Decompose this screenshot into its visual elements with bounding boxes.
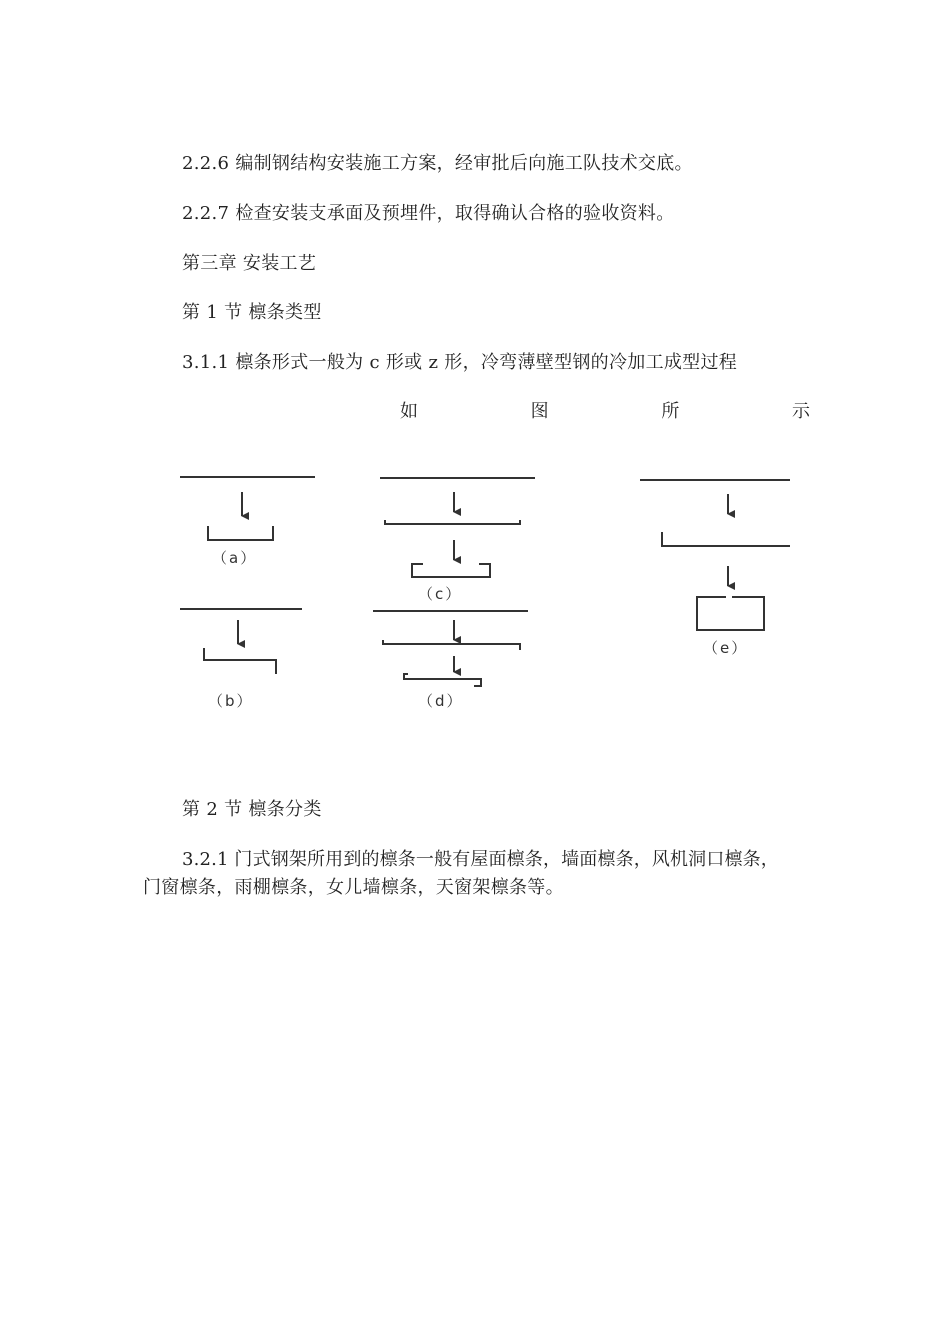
- chapter-heading: 第三章 安装工艺: [182, 253, 317, 274]
- paragraph-3-1-1: 3.1.1 檩条形式一般为 c 形或 z 形，冷弯薄壁型钢的冷加工成型过程: [182, 352, 738, 373]
- profile-e-group: [640, 480, 790, 630]
- profile-d-group: [373, 611, 528, 686]
- profile-a-channel: [208, 526, 273, 540]
- profile-a-group: [180, 477, 315, 540]
- spread-char: 示: [791, 401, 810, 422]
- paragraph-2-2-6: 2.2.6 编制钢结构安装施工方案，经审批后向施工队技术交底。: [182, 153, 693, 174]
- spread-char: 所: [661, 401, 680, 422]
- profile-c-group: [380, 478, 535, 577]
- caption-e: （e）: [703, 639, 749, 657]
- section-heading-1: 第 1 节 檩条类型: [182, 302, 322, 323]
- profile-e-intermediate: [662, 532, 790, 546]
- caption-b: （b）: [208, 692, 254, 710]
- paragraph-3-2-1-line-2: 门窗檩条，雨棚檩条，女儿墙檩条，天窗架檩条等。: [143, 877, 564, 898]
- purlin-forming-figure: [170, 460, 810, 740]
- spread-char: 图: [530, 401, 549, 422]
- profile-c-intermediate: [385, 520, 520, 524]
- spread-char: 如: [400, 401, 418, 422]
- paragraph-3-2-1-line-1: 3.2.1 门式钢架所用到的檩条一般有屋面檩条，墙面檩条，风机洞口檩条，: [182, 849, 779, 870]
- profile-d-intermediate: [383, 640, 520, 650]
- paragraph-3-1-1-continuation: [400, 400, 810, 424]
- section-heading-2: 第 2 节 檩条分类: [182, 799, 322, 820]
- profile-b-group: [180, 609, 302, 674]
- profile-d-lipped-z: [404, 674, 481, 686]
- profile-e-closed-box: [697, 597, 764, 630]
- caption-a: （a）: [212, 549, 258, 567]
- purlin-forming-diagram: [170, 460, 810, 740]
- profile-b-zsection: [204, 648, 276, 674]
- profile-c-lipped-channel: [412, 564, 490, 577]
- caption-c: （c）: [418, 585, 463, 603]
- paragraph-2-2-7: 2.2.7 检查安装支承面及预埋件，取得确认合格的验收资料。: [182, 203, 675, 224]
- caption-d: （d）: [418, 692, 464, 710]
